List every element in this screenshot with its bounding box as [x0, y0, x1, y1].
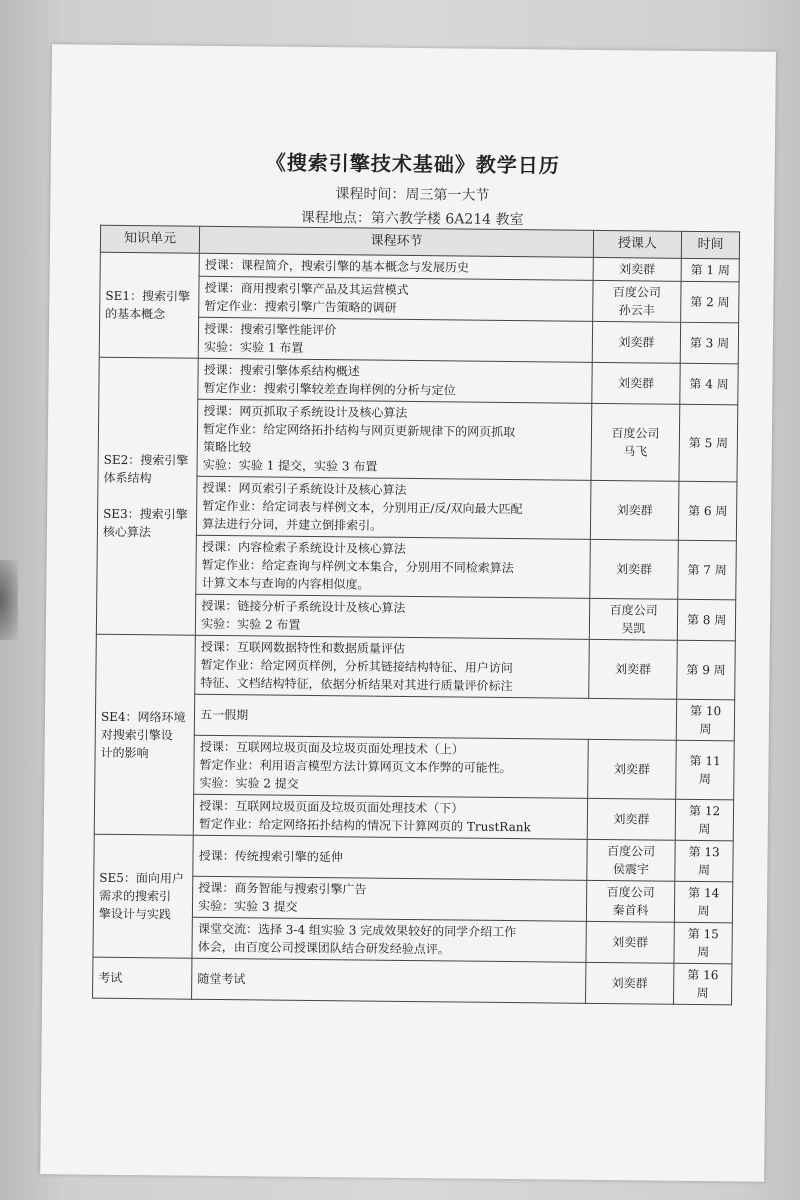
teacher-cell: 百度公司 吴凯 [589, 598, 678, 640]
week-cell: 第 11 周 [676, 740, 734, 800]
header-teacher: 授课人 [593, 230, 682, 258]
activity-cell: 随堂考试 [192, 958, 586, 1003]
activity-cell: 授课：商务智能与搜索引擎广告 实验：实验 3 提交 [193, 876, 587, 921]
table-row [93, 957, 732, 1005]
week-cell: 第 4 周 [680, 363, 738, 405]
teacher-cell: 刘奕群 [590, 539, 679, 599]
teacher-cell: 刘奕群 [586, 921, 675, 963]
table-row [94, 834, 733, 882]
unit-se4: SE4：网络环境 对搜索引擎设 计的影响 [94, 634, 195, 835]
unit-se5: SE5：面向用户 需求的搜索引 擎设计与实践 [93, 834, 194, 958]
activity-cell: 授课：网页抓取子系统设计及核心算法 暂定作业：给定网络拓扑结构与网页更新规律下的网页抓取 策略比较 实验：实验 1 提交，实验 3 布置 [197, 399, 591, 480]
week-cell: 第 1 周 [681, 258, 739, 282]
activity-cell: 授课：商用搜索引擎产品及其运营模式 暂定作业：搜索引擎广告策略的调研 [199, 276, 593, 321]
week-cell: 第 10 周 [676, 699, 734, 741]
teacher-cell: 刘奕群 [585, 962, 674, 1004]
teacher-cell: 百度公司 孙云丰 [593, 280, 682, 322]
teacher-cell: 刘奕群 [588, 739, 677, 799]
activity-cell: 授课：内容检索子系统设计及核心算法 暂定作业：给定查询与样例文本集合，分别用不同检索算法 计算文本与查询的内容相似度。 [196, 535, 590, 598]
teacher-cell: 百度公司 秦首科 [586, 880, 675, 922]
activity-cell: 授课：互联网垃圾页面及垃圾页面处理技术（下） 暂定作业：给定网络拓扑结构的情况下计算网页的 TrustRank [193, 794, 587, 839]
unit-se2-se3: SE2：搜索引擎 体系结构 SE3：搜索引擎 核心算法 [96, 357, 198, 635]
teacher-cell: 刘奕群 [589, 639, 678, 699]
unit-se1: SE1：搜索引擎 的基本概念 [99, 252, 199, 358]
activity-cell: 课堂交流：选择 3-4 组实验 3 完成效果较好的同学介绍工作 体会，由百度公司授课团队结合研发经验点评。 [192, 917, 586, 962]
activity-cell: 授课：课程简介，搜索引擎的基本概念与发展历史 [199, 253, 593, 280]
unit-exam: 考试 [93, 957, 193, 999]
week-cell: 第 16 周 [674, 963, 732, 1005]
week-cell: 第 8 周 [677, 599, 735, 641]
week-cell: 第 13 周 [675, 840, 733, 882]
activity-cell: 授课：互联网数据特性和数据质量评估 暂定作业：给定网页样例，分析其链接结构特征、用户访问 特征、文档结构特征，依据分析结果对其进行质量评价标注 [195, 635, 589, 698]
activity-cell: 五一假期 [195, 694, 677, 740]
teacher-cell: 百度公司 侯震宇 [587, 839, 676, 881]
teacher-cell: 刘奕群 [592, 362, 681, 404]
activity-cell: 授课：互联网垃圾页面及垃圾页面处理技术（上） 暂定作业：利用语言模型方法计算网页文本作弊的可能性。 实验：实验 2 提交 [194, 735, 588, 798]
activity-cell: 授课：搜索引擎性能评价 实验：实验 1 布置 [198, 317, 592, 362]
teacher-cell: 百度公司 马飞 [591, 403, 680, 481]
header-unit: 知识单元 [100, 225, 199, 253]
course-time: 课程时间：周三第一大节 [335, 186, 490, 204]
activity-cell: 授课：链接分析子系统设计及核心算法 实验：实验 2 布置 [196, 594, 590, 639]
table-row [99, 357, 738, 405]
left-edge-shadow [0, 560, 18, 640]
week-cell: 第 7 周 [678, 540, 736, 600]
calendar-table [92, 225, 740, 1006]
header-activity: 课程环节 [200, 226, 594, 257]
teacher-cell: 刘奕群 [590, 480, 679, 540]
week-cell: 第 3 周 [680, 322, 738, 364]
teacher-cell: 刘奕群 [587, 798, 676, 840]
header-time: 时间 [681, 231, 739, 259]
activity-cell: 授课：搜索引擎体系结构概述 暂定作业：搜索引擎较差查询样例的分析与定位 [198, 358, 592, 403]
teacher-cell: 刘奕群 [592, 321, 681, 363]
document-page [40, 44, 776, 1182]
teacher-cell: 刘奕群 [593, 257, 682, 281]
activity-cell: 授课：网页索引子系统设计及核心算法 暂定作业：给定词表与样例文本，分别用正/反/双向最大匹配 算法进行分词，并建立倒排索引。 [197, 476, 591, 539]
table-row [96, 634, 736, 700]
activity-cell: 授课：传统搜索引擎的延伸 [193, 835, 587, 880]
week-cell: 第 9 周 [677, 640, 735, 700]
page-title: 《搜索引擎技术基础》教学日历 [265, 150, 560, 178]
week-cell: 第 15 周 [674, 922, 732, 964]
week-cell: 第 14 周 [675, 881, 733, 923]
week-cell: 第 5 周 [679, 404, 738, 482]
course-place: 课程地点：第六教学楼 6A214 教室 [300, 209, 524, 229]
week-cell: 第 6 周 [679, 481, 737, 541]
week-cell: 第 2 周 [681, 281, 739, 323]
week-cell: 第 12 周 [675, 799, 733, 841]
